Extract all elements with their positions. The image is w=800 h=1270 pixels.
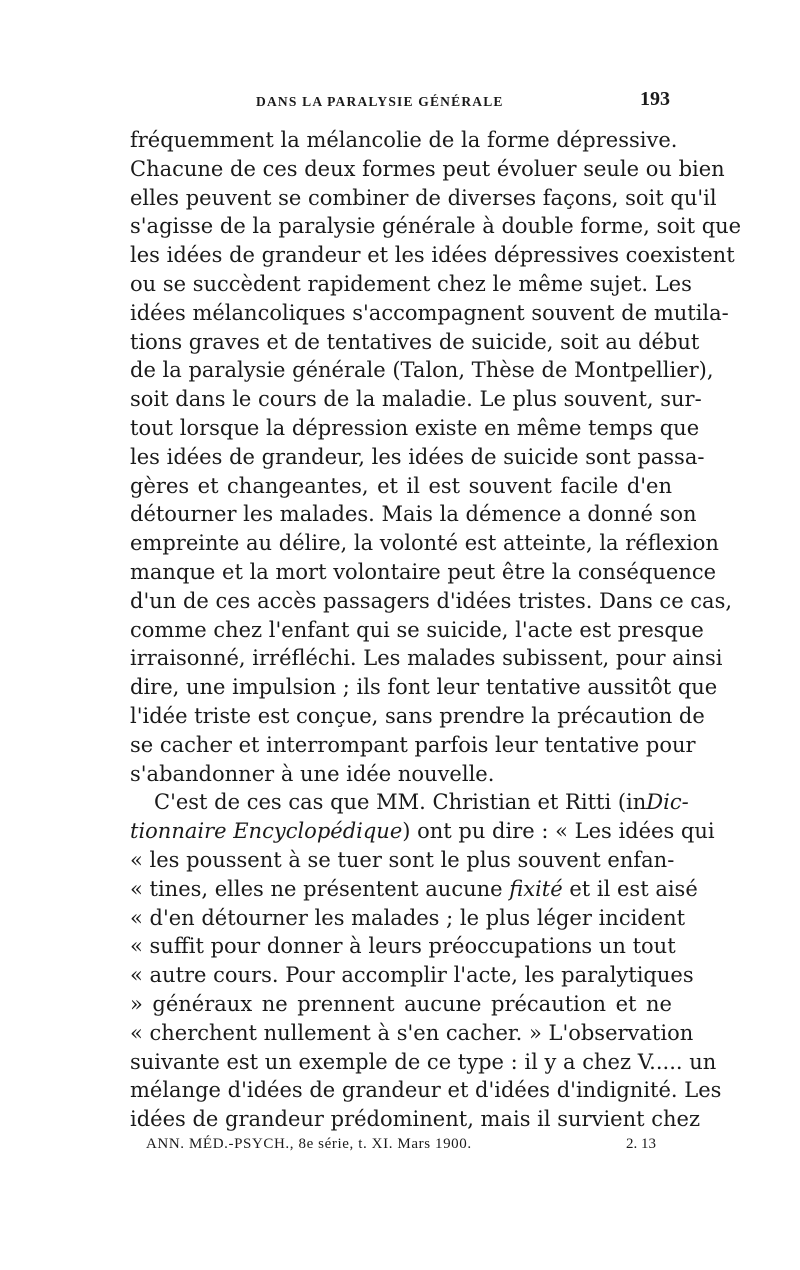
page-footer xyxy=(146,1136,656,1160)
quote-line: « autre cours. Pour accomplir l'acte, les paralytiques xyxy=(130,963,694,988)
text-line: les idées de grandeur et les idées dépressives coexistent xyxy=(130,243,735,268)
paragraph-last-line: s'abandonner à une idée nouvelle. xyxy=(130,761,495,786)
text-line: de la paralysie générale (Talon, Thèse de Montpellier), xyxy=(130,358,714,383)
text-line: tions graves et de tentatives de suicide, soit au début xyxy=(130,329,700,354)
quote-line: « d'en détourner les malades ; le plus léger incident xyxy=(130,905,686,930)
text-line: soit dans le cours de la maladie. Le plus souvent, sur- xyxy=(130,387,702,412)
text-line: d'un de ces accès passagers d'idées tristes. Dans ce cas, xyxy=(130,588,733,613)
text-line: tout lorsque la dépression existe en même temps que xyxy=(130,415,700,440)
text-line: gères et changeantes, et il est souvent facile d'en xyxy=(130,473,672,498)
quote-line: « suffit pour donner à leurs préoccupations un tout xyxy=(130,934,676,959)
text-line: empreinte au délire, la volonté est atteinte, la réflexion xyxy=(130,531,719,556)
text-line: les idées de grandeur, les idées de suicide sont passa- xyxy=(130,444,705,469)
text-line xyxy=(130,817,715,846)
text-line: comme chez l'enfant qui se suicide, l'acte est presque xyxy=(130,617,704,642)
quote-line: » généraux ne prennent aucune précaution et ne xyxy=(130,991,672,1016)
body-text xyxy=(130,126,742,1134)
text-line: s'agisse de la paralysie générale à double forme, soit que xyxy=(130,214,742,239)
text-line: idées mélancoliques s'accompagnent souvent de mutila- xyxy=(130,300,729,325)
text-line: l'idée triste est conçue, sans prendre la précaution de xyxy=(130,703,705,728)
text-line: ou se succèdent rapidement chez le même sujet. Les xyxy=(130,271,692,296)
line-text: C'est de ces cas que MM. Christian et Ritti (in xyxy=(154,790,647,815)
text-line: idées de grandeur prédominent, mais il survient chez xyxy=(130,1107,701,1132)
signature-mark: 2. 13 xyxy=(626,1136,656,1152)
quote-line: « les poussent à se tuer sont le plus souvent enfan- xyxy=(130,847,675,872)
line-text: et il est aisé xyxy=(562,876,698,901)
italic-title: tionnaire Encyclopédique xyxy=(130,819,403,844)
journal-citation: ANN. MÉD.-PSYCH., 8e série, t. XI. Mars 1900. xyxy=(146,1136,472,1152)
running-head: DANS LA PARALYSIE GÉNÉRALE xyxy=(256,94,504,109)
text-line: se cacher et interrompant parfois leur tentative pour xyxy=(130,732,696,757)
text-line: mélange d'idées de grandeur et d'idées d'indignité. Les xyxy=(130,1078,722,1103)
text-line xyxy=(130,788,689,817)
quote-line: « cherchent nullement à s'en cacher. » L'observation xyxy=(130,1020,694,1045)
quote-line xyxy=(130,875,698,904)
line-text: ) ont pu dire : « Les idées qui xyxy=(402,819,715,844)
text-line: fréquemment la mélancolie de la forme dépressive. xyxy=(130,128,678,152)
text-line: Chacune de ces deux formes peut évoluer seule ou bien xyxy=(130,156,725,181)
text-line: manque et la mort volontaire peut être la conséquence xyxy=(130,559,717,584)
text-line: irraisonné, irréfléchi. Les malades subissent, pour ainsi xyxy=(130,646,723,671)
page-number: 193 xyxy=(640,88,670,110)
italic-word: fixité xyxy=(509,876,563,901)
italic-title: Dic- xyxy=(646,790,689,815)
text-line: dire, une impulsion ; ils font leur tentative aussitôt que xyxy=(130,675,718,700)
text-line: elles peuvent se combiner de diverses façons, soit qu'il xyxy=(130,185,717,210)
text-line: suivante est un exemple de ce type : il y a chez V..... un xyxy=(130,1049,717,1074)
line-text: « tines, elles ne présentent aucune xyxy=(130,876,510,901)
page-header xyxy=(130,88,670,122)
text-line: détourner les malades. Mais la démence a donné son xyxy=(130,502,697,527)
